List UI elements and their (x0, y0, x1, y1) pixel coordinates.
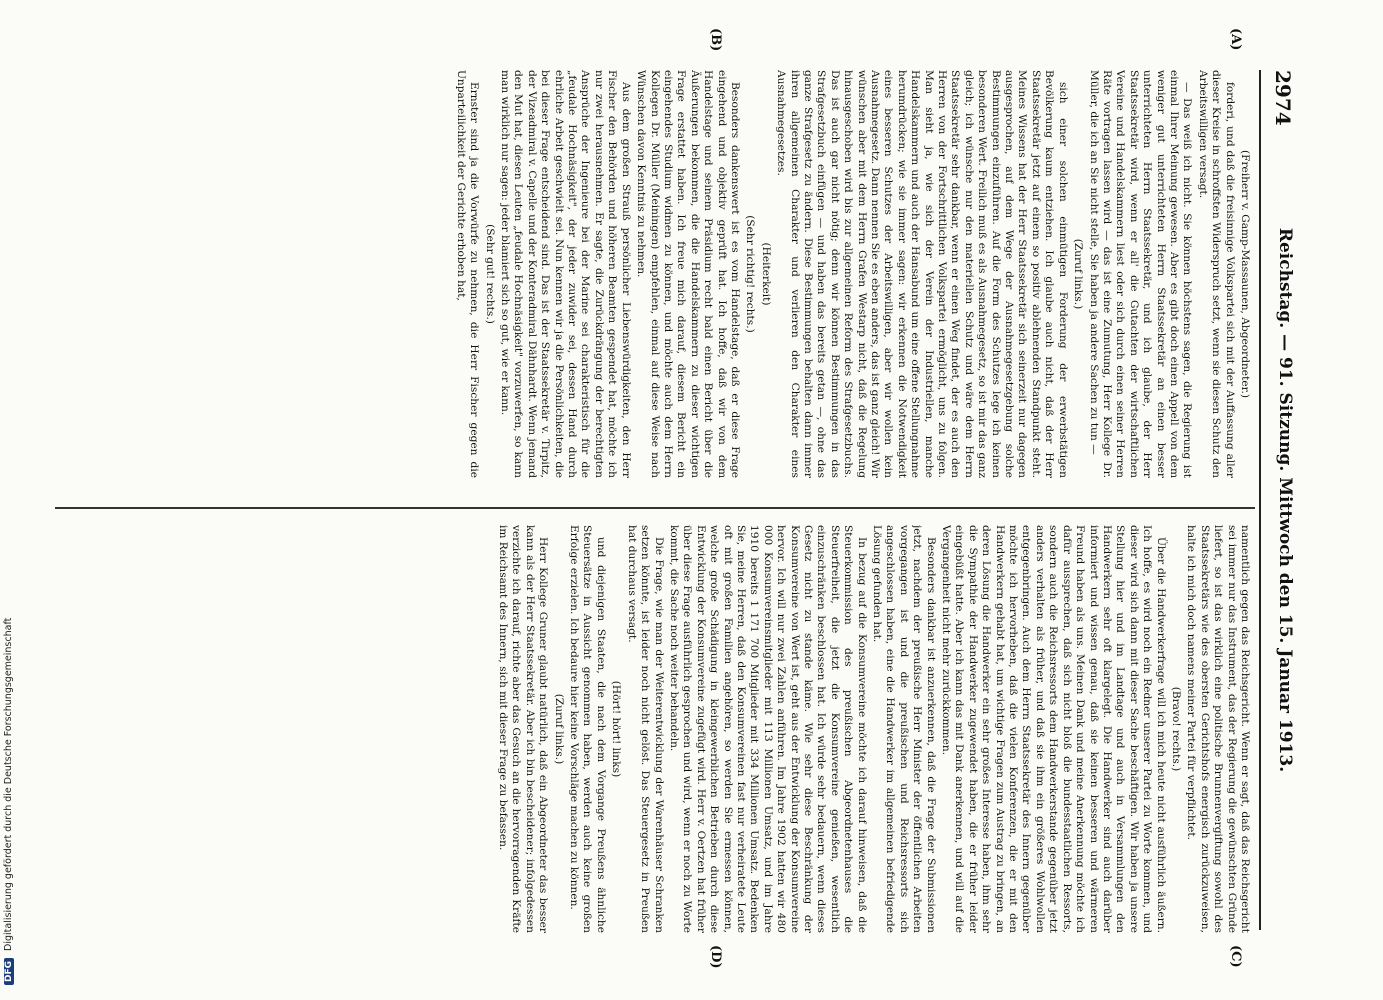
paragraph: Die Frage, wie man der Weiterentwicklung der Warenhäuser Schranken setzen könnte, ist leider noch nicht gelöst. Das Steuergesetz in Preußen hat durchaus versagt. (625, 525, 665, 933)
running-head: Reichstag. — 91. Sitzung. Mittwoch den 15. Januar 1913. (1275, 227, 1295, 773)
page-header (1265, 70, 1295, 930)
credit-text: Digitalisierung gefördert durch die Deutsche Forschungsgemeinschaft (3, 617, 14, 951)
interjection: (Hört! hört! links) (610, 680, 623, 778)
paragraph: forderi, und daß die freisinnige Volkspartei sich mit der Auffassung aller dieser Kreise in schroffsten Widerspruch setzt, wenn sie diesen Schutz den Arbeitswilligen versagt. (1196, 70, 1236, 478)
interjection: (Zuruf links.) (1072, 238, 1085, 310)
header-rule (1259, 70, 1261, 930)
dfg-logo: DFG (4, 958, 14, 985)
interjection: (Sehr richtig! rechts.) (744, 215, 757, 333)
margin-marker-c: (C) (1228, 945, 1243, 968)
digitization-credit (3, 5, 17, 985)
paragraph: Über die Handwerkerfrage will ich mich heute nicht ausführlich äußern. Ich hoffe, es wird noch ein Redner unserer Partei zu Worte kommen, und dieser wird sich dann mit dieser Sache beschäftigen. Wir haben ja unsere Stellung hier und im Landtage und auch in Versammlungen den Handwerkern sehr oft klargelegt. Die Handwerker sind auch darüber informiert und wissen genau, daß sie keinen besseren und wärmeren Freund haben als uns. Meinen Dank und meine Anerkennung möchte ich dafür aussprechen, daß sich nicht bloß die bundesstaatlichen Ressorts, sondern auch die Reichsressorts dem Handwerkerstande gegenüber jetzt anders verhalten als früher, und daß sie ihm ein größeres Wohlwollen entgegenbringen. Auch dem Herrn Staatssekretär des Innern gegenüber möchte ich hervorheben, daß die vielen Konferenzen, die er mit den Handwerkern gehabt hat, um wichtige Fragen zum Austrag zu bringen, an deren Lösung die Handwerker ein sehr großes Interesse haben, ihm sehr die Sympathie der Handwerker zugewendet haben, die er früher leider eingebüßt hatte. Aber ich kann das mit Dank anerkennen, und will auf die Vergangenheit nicht mehr zurückkommen. (940, 525, 1167, 933)
interjection: (Heiterkeit) (759, 242, 772, 306)
interjection: (Sehr gut! rechts.) (483, 224, 496, 324)
paragraph: Aus dem großen Strauß persönlicher Liebenswürdigkeiten, den Herr Fischer den Behörden und höheren Beamten gespendet hat, möchte ich nur zwei herausnehmen. Er sagte, die Zurückdrängung der berechtigten Ansprüche der Ingenieure bei der Marine sei charakteristisch für die „feudale Hochnäsigkeit", der jeder zuwider sei, dessen Hand durch ehrliche Arbeit geschwielt sei. Nun kennen wir ja die Persönlichkeiten, die bei dieser Frage entscheidend sind. Das ist der Staatssekretär v. Tirpitz, der Vizeadmiral v. Capelle und der Konteradmiral Dähnhardt. Wenn jemand den Mut hat, diesen Leuten „feudale Hochnäsigkeit" vorzuwerfen, so kann man wirklich nur sagen: jeder blamiert sich so gut, wie er kann. (499, 70, 632, 478)
column-divider (55, 507, 1255, 509)
paragraph: Besonders dankbar ist anzuerkennen, daß die Frage der Submissionen jetzt, nachdem der preußische Herr Minister der öffentlichen Arbeiten vorgegangen ist und die preußischen und Reichsressorts sich angeschlossen haben, eine die Handwerker im allgemeinen befriedigende Lösung gefunden hat. (871, 525, 937, 933)
margin-marker-d: (D) (708, 945, 723, 969)
paragraph: In bezug auf die Konsumvereine möchte ich darauf hinweisen, daß die Steuerkommission des preußischen Abgeordnetenhauses die Steuerfreiheit, die jetzt die Konsumvereine genießen, wesentlich einzuschränken beschlossen hat. Ich würde sehr bedauern, wenn dieses Gesetz nicht zu stande käme. Wie sehr diese Beschränkung der Konsumvereine von Wert ist, geht aus der Entwicklung der Konsumvereine hervor. Ich will nur zwei Zahlen anführen. Im Jahre 1902 hatten wir 480 000 Konsumvereinsmitglieder mit 113 Millionen Umsatz, und im Jahre 1910 bereits 1 171 700 Mitglieder mit 334 Millionen Umsatz. Bedenken Sie, meine Herren, daß den Konsumvereinen fast nur verheiratete Leute oft mit großen Familien angehören, so werden Sie ermessen können, welche große Schädigung in kleingewerblichen Betrieben durch diese Entwicklung der Konsumvereine zugefügt wird. Herr v. Oertzen hat früher über diese Frage ausführlich gesprochen und wird, wenn er noch zu Worte kommt, die Sache noch weiter behandeln. (667, 525, 868, 933)
right-column (71, 525, 1251, 933)
paragraph: sich einer solchen einmütigen Forderung der erwerbstätigen Bevölkerung kaum entziehen. Ich glaube auch nicht, daß der Herr Staatssekretär jetzt auf einem so positiv ablehnenden Standpunkt steht. Meines Wissens hat der Herr Staatssekretär sich seinerzeit nur dagegen ausgesprochen, auf dem Wege der Ausnahmegesetzgebung solche Bestimmungen einzuführen. Auf die Form des Schutzes lege ich keinen besonderen Wert. Freilich muß es als Ausnahmegesetz, so ist mir das ganz gleich; ich wünsche nur den materiellen Schutz und wäre dem Herrn Staatssekretär sehr dankbar, wenn er einen Weg findet, der es auch den Herren von der Fortschrittlichen Volkspartei ermöglicht, uns zu folgen. Man sieht ja, wie sich der Verein der Industriellen, manche Handelskammern und auch der Hansabund um eine offene Stellungnahme herumdrücken; wie sie immer sagen: wir erkennen die Notwendigkeit eines besseren Schutzes der Arbeitswilligen, aber wir wollen kein Ausnahmegesetz. Dann nennen Sie es eben anders, das ist ganz gleich! Wir wünschen aber mit dem Herrn Grafen Westarp nicht, daß die Regelung hinausgeschoben wird bis zur allgemeinen Reform des Strafgesetzbuchs. Das ist auch gar nicht nötig; denn wir können Bestimmungen in das Strafgesetzbuch einfügen — und haben das bereits getan —, ohne das ganze Strafgesetz zu ändern. Diese Bestimmungen behalten dann immer ihren allgemeinen Charakter und verlieren den Charakter eines Ausnahmegesetzes. (775, 70, 1069, 478)
margin-marker-a: (A) (1228, 28, 1243, 51)
paragraph: und diejenigen Staaten, die nach dem Vorgange Preußens ähnliche Steuersätze in Aussicht genommen haben, werden auch keine großen Erfolge erzielen. Ich bedaure hier keine Vorschläge machen zu können. (568, 525, 607, 933)
left-column (71, 70, 1251, 478)
paragraph: namentlich gegen das Reichsgericht. Wenn er sagt, daß das Reichsgericht sei immer nur das Instrument, das der Regierung die gewünschten Gründe liefert, so ist das wirklich eine politische Brunnenvergiftung sowohl des Staatssekretärs wie des obersten Gerichtshofs energisch zurückzuweisen, halte ich mich doch namens meiner Partei für verpflichtet. (1185, 525, 1251, 933)
paragraph: — Das weiß ich nicht. Sie können höchstens sagen, die Regierung ist einmal Ihrer Meinung gewesen. Aber es gibt doch einen Appell von dem weniger gut unterrichteten Herrn Staatssekretär an einen besser unterrichteten Herrn Staatssekretär, und ich glaube, der Herr Staatssekretär wird, wenn er all' die Gutachten der wirtschaftlichen Vereine und Handelskammern liest oder sich durch einen seiner Herren Räte vortragen lassen wird — das ist eine Zumutung, Herr Kollege Dr. Müller, die ich an Sie nicht stelle, Sie haben ja andere Sachen zu tun — (1087, 70, 1194, 478)
page-number: 2974 (1271, 70, 1295, 126)
paragraph: Ernster sind ja die Vorwürfe zu nehmen, die Herr Fischer gegen die Unparteilichkeit der Gerichte erhoben hat, (454, 70, 481, 478)
interjection: (Bravo! rechts.) (1169, 686, 1182, 772)
paragraph: Besonders dankenswert ist es vom Handelstage, daß er diese Frage eingehend und objektiv geprüft hat. Ich hoffe, daß wir von dem Handelstage und seinem Präsidium recht bald einen Bericht über die Äußerungen bekommen, die die Handelskammern zu dieser wichtigen Frage erstattet haben. Ich freue mich darauf, diesem Bericht ein eingehendes Studium widmen zu können, und möchte auch dem Herrn Kollegen Dr. Müller (Meiningen) empfehlen, einmal auf diese Weise nach Wünschen davon Kenntnis zu nehmen. (635, 70, 741, 478)
margin-marker-b: (B) (708, 28, 723, 52)
speaker-line: (Freiherr v. Gamp-Massaunen, Abgeordneter.) (1239, 150, 1251, 398)
paragraph: Herr Kollege Gruner glaubt natürlich, daß ein Abgeordneter das besser kann als der Herr Staatssekretär. Aber ich bin bescheidener; infolgedessen verzichte ich darauf, richte aber das Gesuch an die hervorragenden Kräfte im Reichsamt des Innern, sich mit dieser Frage zu befassen. (497, 525, 550, 933)
interjection: (Zuruf links.) (552, 693, 565, 765)
